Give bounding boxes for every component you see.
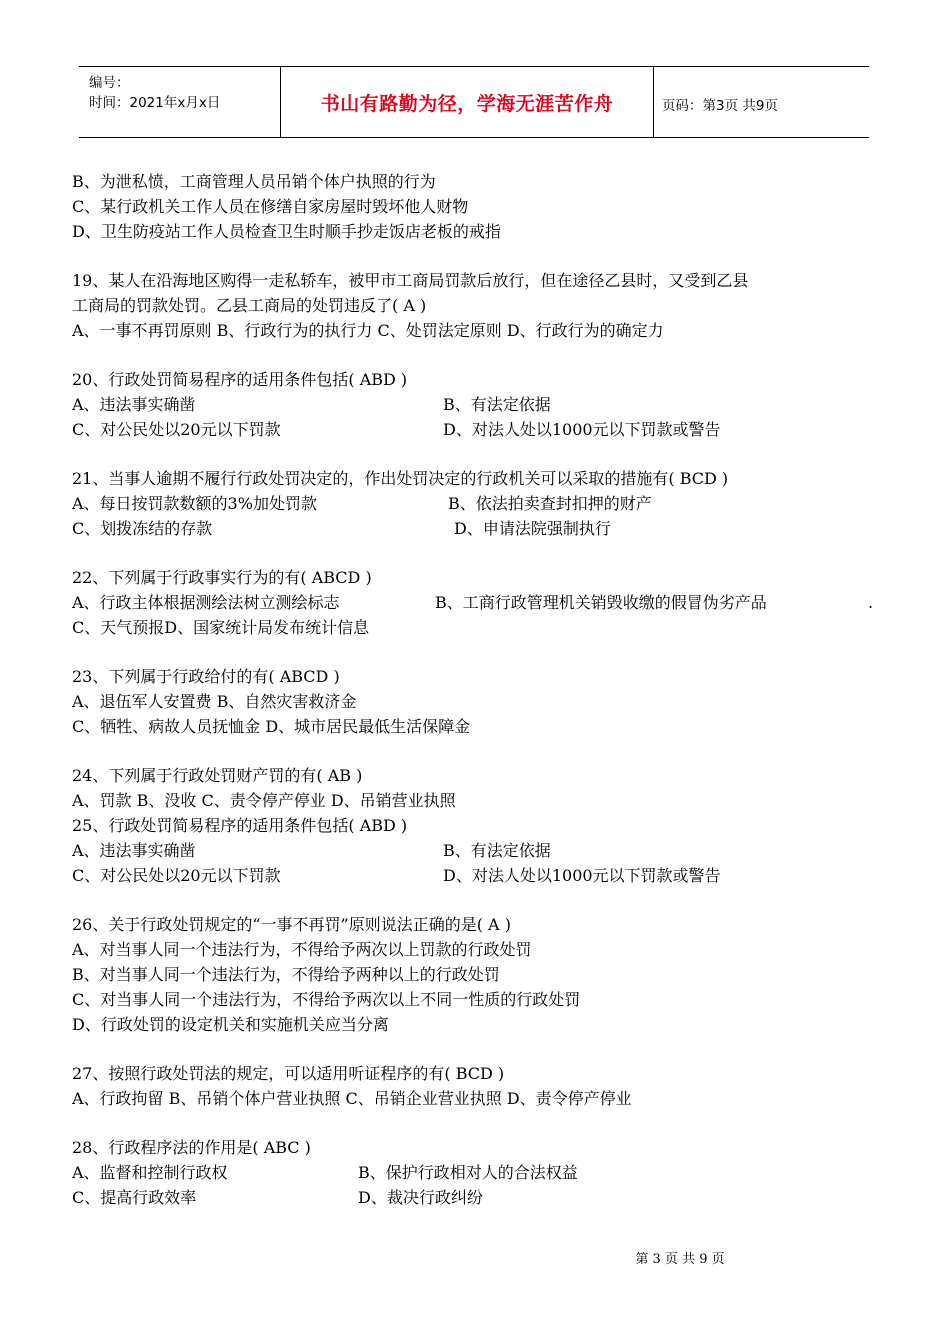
option: D、对法人处以1000元以下罚款或警告 (443, 866, 721, 885)
text-line: B、为泄私愤，工商管理人员吊销个体户执照的行为 (72, 172, 436, 191)
option: A、每日按罚款数额的3%加处罚款 (72, 494, 317, 513)
option: B、有法定依据 (443, 841, 551, 860)
text-line: C、某行政机关工作人员在修缮自家房屋时毁坏他人财物 (72, 197, 469, 216)
option: B、保护行政相对人的合法权益 (358, 1163, 578, 1182)
options-line (72, 1160, 882, 1185)
header-page-label: 页码：第3页 共9页 (662, 98, 778, 114)
option: D、申请法院强制执行 (454, 519, 611, 538)
options-line (72, 417, 882, 442)
options-line: A、行政拘留 B、吊销个体户营业执照 C、吊销企业营业执照 D、责令停产停业 (72, 1089, 632, 1108)
option: D、裁决行政纠纷 (358, 1188, 483, 1207)
options-line: A、罚款 B、没收 C、责令停产停业 D、吊销营业执照 (72, 791, 456, 810)
options-line: C、牺牲、病故人员抚恤金 D、城市居民最低生活保障金 (72, 717, 471, 736)
question-22: 22、下列属于行政事实行为的有( ABCD ) (72, 568, 372, 587)
option: D、对法人处以1000元以下罚款或警告 (443, 420, 721, 439)
option: C、提高行政效率 (72, 1188, 197, 1207)
option: C、对当事人同一个违法行为，不得给予两次以上不同一性质的行政处罚 (72, 990, 581, 1009)
question-23: 23、下列属于行政给付的有( ABCD ) (72, 667, 340, 686)
header-info-cell (79, 67, 281, 137)
header-page-cell (654, 67, 869, 137)
date-label: 时间：2021年x月x日 (89, 95, 221, 111)
options-line (72, 1185, 882, 1210)
document-body (72, 169, 882, 1210)
question-26: 26、关于行政处罚规定的“一事不再罚”原则说法正确的是( A ) (72, 915, 511, 934)
question-19: 19、某人在沿海地区购得一走私轿车，被甲市工商局罚款后放行，但在途径乙县时，又受到乙县 (72, 271, 749, 290)
option: C、对公民处以20元以下罚款 (72, 866, 281, 885)
option: A、行政主体根据测绘法树立测绘标志 (72, 593, 340, 612)
option: C、对公民处以20元以下罚款 (72, 420, 281, 439)
question-25: 25、行政处罚简易程序的适用条件包括( ABD ) (72, 816, 408, 835)
stray-dot: . (868, 593, 874, 612)
option: B、有法定依据 (443, 395, 551, 414)
options-line (72, 590, 882, 615)
options-line (72, 838, 882, 863)
option: A、违法事实确凿 (72, 395, 196, 414)
options-line (72, 392, 882, 417)
text-line: 工商局的罚款处罚。乙县工商局的处罚违反了( A ) (72, 296, 427, 315)
option: A、对当事人同一个违法行为，不得给予两次以上罚款的行政处罚 (72, 940, 532, 959)
motto-text: 书山有路勤为径，学海无涯苦作舟 (320, 93, 614, 115)
option: B、对当事人同一个违法行为，不得给予两种以上的行政处罚 (72, 965, 500, 984)
question-28: 28、行政程序法的作用是( ABC ) (72, 1138, 311, 1157)
option: A、监督和控制行政权 (72, 1163, 228, 1182)
question-27: 27、按照行政处罚法的规定，可以适用听证程序的有( BCD ) (72, 1064, 505, 1083)
question-20: 20、行政处罚简易程序的适用条件包括( ABD ) (72, 370, 408, 389)
option: A、违法事实确凿 (72, 841, 196, 860)
options-line: A、退伍军人安置费 B、自然灾害救济金 (72, 692, 357, 711)
options-line (72, 491, 882, 516)
question-24: 24、下列属于行政处罚财产罚的有( AB ) (72, 766, 363, 785)
header-motto-cell (281, 67, 654, 137)
page-header (79, 66, 869, 138)
options-line: C、天气预报D、国家统计局发布统计信息 (72, 618, 370, 637)
text-line: D、卫生防疫站工作人员检查卫生时顺手抄走饭店老板的戒指 (72, 222, 501, 241)
serial-label: 编号： (89, 75, 130, 91)
options-line (72, 863, 882, 888)
option: B、依法拍卖查封扣押的财产 (448, 494, 652, 513)
option: C、划拨冻结的存款 (72, 519, 213, 538)
page-footer: 第 3 页 共 9 页 (635, 1252, 725, 1267)
options-line: A、一事不再罚原则 B、行政行为的执行力 C、处罚法定原则 D、行政行为的确定力 (72, 321, 664, 340)
option: D、行政处罚的设定机关和实施机关应当分离 (72, 1015, 389, 1034)
option: B、工商行政管理机关销毁收缴的假冒伪劣产品 (435, 593, 767, 612)
options-line (72, 516, 882, 541)
question-21: 21、当事人逾期不履行行政处罚决定的，作出处罚决定的行政机关可以采取的措施有( BCD ) (72, 469, 729, 488)
